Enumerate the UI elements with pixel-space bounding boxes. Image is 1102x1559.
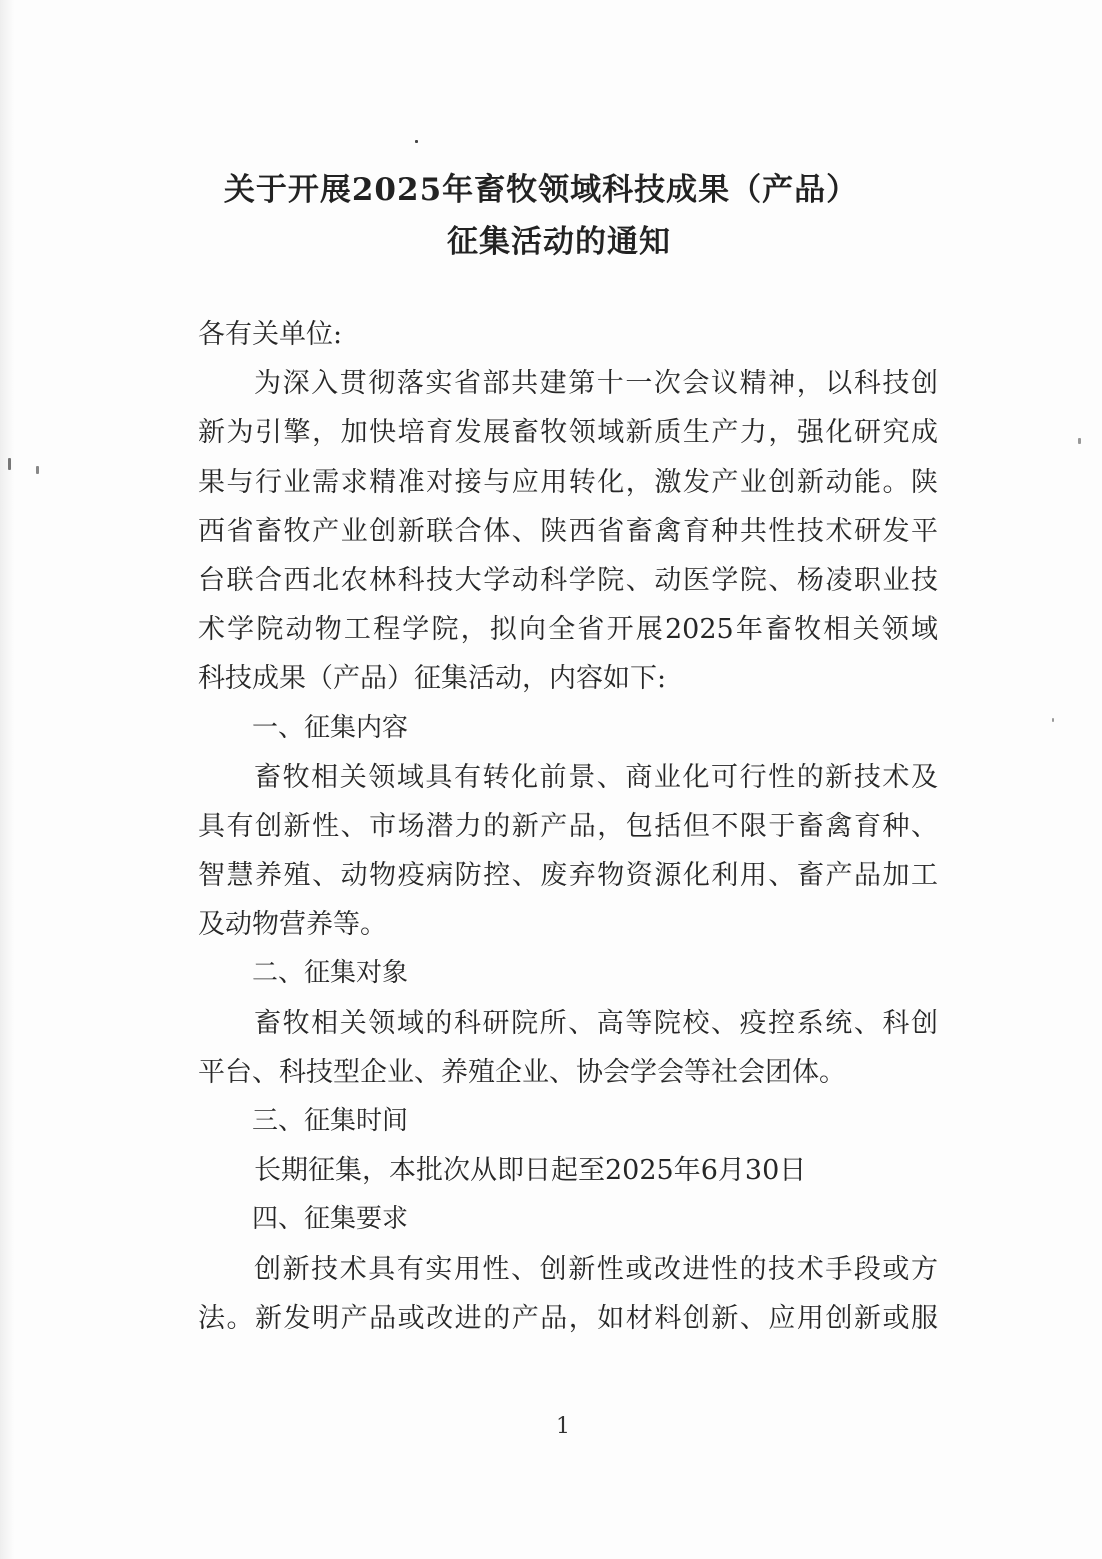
scan-speck	[8, 458, 11, 470]
paragraph-line: 台联合西北农林科技大学动科学院、动医学院、杨凌职业技	[198, 564, 938, 596]
document-body	[198, 310, 938, 1343]
paragraph-line: 果与行业需求精准对接与应用转化，激发产业创新动能。陕	[198, 466, 938, 498]
paragraph-line: 具有创新性、市场潜力的新产品，包括但不限于畜禽育种、	[198, 810, 938, 842]
paragraph-line: 法。新发明产品或改进的产品，如材料创新、应用创新或服	[198, 1302, 938, 1334]
document-title-line2: 征集活动的通知	[447, 224, 671, 260]
paragraph-line: 新为引擎，加快培育发展畜牧领域新质生产力，强化研究成	[198, 417, 938, 449]
paragraph-line: 创新技术具有实用性、创新性或改进性的技术手段或方	[254, 1253, 938, 1285]
page-number: 1	[556, 1414, 570, 1439]
paragraph-line: 长期征集，本批次从即日起至2025年6月30日	[254, 1155, 807, 1187]
section-heading-content: 一、征集内容	[252, 712, 409, 743]
document-title-line1: 关于开展2025年畜牧领域科技成果（产品）	[223, 172, 859, 208]
paragraph-line: 为深入贯彻落实省部共建第十一次会议精神，以科技创	[254, 368, 938, 400]
paragraph-line: 及动物营养等。	[198, 909, 387, 941]
paragraph-line: 西省畜牧产业创新联合体、陕西省畜禽育种共性技术研发平	[198, 515, 938, 547]
section-heading-targets: 二、征集对象	[252, 958, 409, 989]
scan-speck	[1078, 438, 1081, 444]
salutation: 各有关单位:	[198, 319, 343, 350]
paragraph-line: 畜牧相关领域的科研院所、高等院校、疫控系统、科创	[254, 1007, 938, 1039]
paragraph-line: 平台、科技型企业、养殖企业、协会学会等社会团体。	[198, 1056, 846, 1088]
scan-speck	[1052, 718, 1054, 722]
scan-speck	[36, 466, 39, 474]
paragraph-line: 术学院动物工程学院，拟向全省开展2025年畜牧相关领域	[198, 614, 938, 646]
section-heading-time: 三、征集时间	[252, 1106, 409, 1136]
section-heading-requirements: 四、征集要求	[252, 1204, 409, 1235]
paragraph-line: 智慧养殖、动物疫病防控、废弃物资源化利用、畜产品加工	[198, 860, 938, 892]
scan-speck	[415, 140, 418, 143]
paragraph-line: 畜牧相关领域具有转化前景、商业化可行性的新技术及	[254, 761, 938, 793]
paragraph-line: 科技成果（产品）征集活动，内容如下:	[198, 663, 667, 695]
